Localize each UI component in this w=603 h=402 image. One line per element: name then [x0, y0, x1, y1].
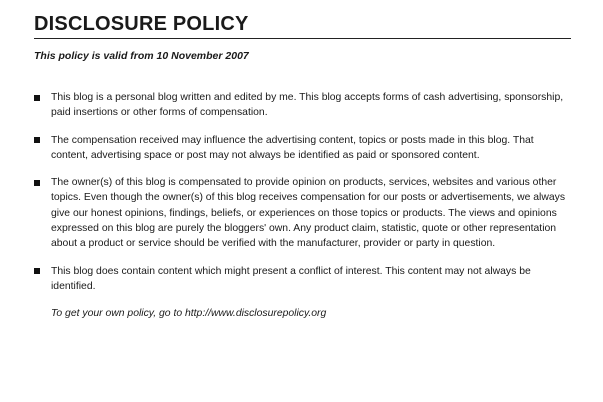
list-item	[34, 90, 571, 121]
list-item-text: This blog is a personal blog written and edited by me. This blog accepts forms of cash advertising, sponsorship, paid insertions or other forms of compensation.	[51, 92, 564, 119]
disclosure-policy-document	[34, 12, 571, 321]
list-item-text: The compensation received may influence the advertising content, topics or posts made in this blog. That content, advertising space or post may not always be identified as paid or sponsored content.	[51, 134, 534, 161]
policy-validity-date: This policy is valid from 10 November 2007	[34, 50, 249, 62]
list-item-text: This blog does contain content which might present a conflict of interest. This content may not always be identified.	[51, 265, 531, 292]
page-title: DISCLOSURE POLICY	[34, 12, 571, 39]
list-item-text: The owner(s) of this blog is compensated to provide opinion on products, services, websites and various other topics. Even though the owner(s) of this blog receives compensation for our posts or advertisements, we always give our honest opinions, findings, beliefs, or experiences on those topics or products. The views and opinions expressed on this blog are purely the bloggers' own. Any product claim, statistic, quote or other representation about a product or service should be verified with the manufacturer, provider or party in question.	[51, 177, 566, 250]
list-item	[34, 133, 571, 164]
policy-items-list	[34, 90, 571, 294]
square-bullet-icon	[34, 180, 40, 186]
square-bullet-icon	[34, 137, 40, 143]
policy-source-note: To get your own policy, go to http://www.disclosurepolicy.org	[51, 308, 327, 320]
list-item	[34, 264, 571, 295]
square-bullet-icon	[34, 268, 40, 274]
list-item	[34, 175, 571, 251]
square-bullet-icon	[34, 95, 40, 101]
